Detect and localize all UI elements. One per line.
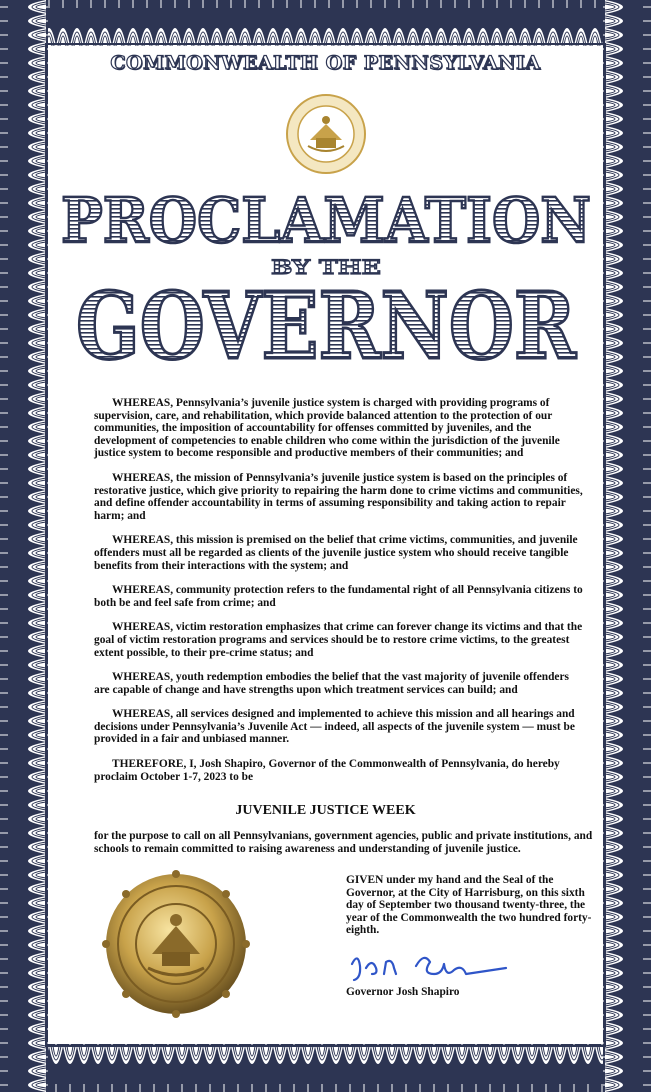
purpose-paragraph: for the purpose to call on all Pennsylvanians, government agencies, public and private institutions, and schools to remain committed to raising awareness and understanding of juvenile justice. (94, 830, 593, 855)
proclamation-title (0, 180, 651, 370)
governor-seal-gold-icon (100, 868, 252, 1020)
governor-seal-small-icon (286, 94, 366, 174)
governor-signature (346, 944, 516, 986)
proclamation-body (94, 397, 586, 793)
whereas-paragraph-2: WHEREAS, the mission of Pennsylvania’s juvenile justice system is based on the principles of restorative justice, which give priority to repairing the harm done to crime victims and communities, and define offender accountability in terms of assuming responsibility and taking action to repair harm; and (94, 471, 583, 522)
title-line-governor: GOVERNOR (76, 272, 577, 370)
therefore-paragraph: THEREFORE, I, Josh Shapiro, Governor of the Commonwealth of Pennsylvania, do hereby proclaim October 1-7, 2023 to be (94, 758, 560, 783)
commonwealth-header: COMMONWEALTH OF PENNSYLVANIA (110, 52, 541, 74)
title-line-by-the: BY THE (271, 255, 381, 279)
whereas-paragraph-1: WHEREAS, Pennsylvania’s juvenile justice system is charged with providing programs of supervision, care, and rehabilitation, which provide balanced attention to the protection of our communities, the imposition of accountability for offenses committed by juveniles, and the development of competencies to enable children who come within the jurisdiction of the juvenile justice system to become responsible and productive members of their communities; and (94, 397, 560, 460)
whereas-paragraph-5: WHEREAS, victim restoration emphasizes that crime can forever change its victims and that the goal of victim restoration programs and services should be to restore crime victims, to the greatest extent possible, to their pre-crime status; and (94, 621, 583, 659)
given-under-hand-text: GIVEN under my hand and the Seal of the Governor, at the City of Harrisburg, on this sixth day of September two thousand twenty-three, the year of the Commonwealth the two hundred forty-eighth. (346, 874, 592, 937)
whereas-paragraph-4: WHEREAS, community protection refers to the fundamental right of all Pennsylvania citizens to both be and feel safe from crime; and (94, 584, 583, 609)
whereas-paragraph-3: WHEREAS, this mission is premised on the belief that crime victims, communities, and juvenile offenders must all be regarded as clients of the juvenile justice system who should receive tangible benefits from their interactions with the system; and (94, 534, 578, 572)
week-title: JUVENILE JUSTICE WEEK (235, 803, 416, 818)
whereas-paragraph-6: WHEREAS, youth redemption embodies the belief that the vast majority of juvenile offenders are capable of change and have strengths upon which treatment services can build; and (94, 671, 569, 696)
title-line-proclamation: PROCLAMATION (61, 184, 591, 257)
governor-name: Governor Josh Shapiro (346, 986, 460, 998)
whereas-paragraph-7: WHEREAS, all services designed and implemented to achieve this mission and all hearings and decisions under Pennsylvania’s Juvenile Act — indeed, all aspects of the juvenile system — must be provided in a fair and unbiased manner. (94, 708, 575, 746)
